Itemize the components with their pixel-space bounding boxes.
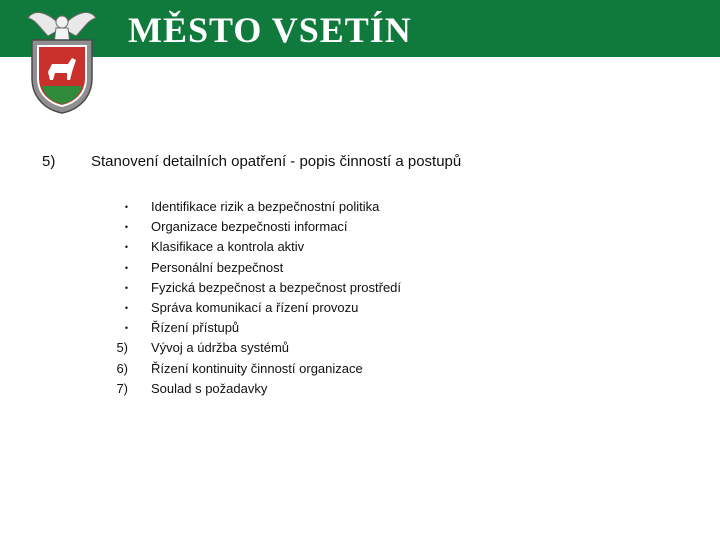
bullet-marker: •	[124, 323, 128, 334]
number-marker: 5)	[116, 340, 128, 356]
list-item-text: Klasifikace a kontrola aktiv	[151, 239, 305, 255]
coat-of-arms-icon	[22, 6, 102, 114]
bullet-marker: •	[124, 242, 128, 253]
section-heading: Stanovení detailních opatření - popis činností a postupů	[91, 153, 462, 170]
list-item-text: Personální bezpečnost	[151, 259, 284, 275]
list-item	[0, 197, 720, 217]
bullet-marker: •	[124, 262, 128, 273]
bullet-marker: •	[124, 222, 128, 233]
bullet-marker: •	[124, 282, 128, 293]
list-item	[0, 258, 720, 278]
list-item-text: Řízení přístupů	[151, 320, 240, 336]
list-item-text: Vývoj a údržba systémů	[151, 340, 290, 356]
list-item-text: Organizace bezpečnosti informací	[151, 219, 348, 235]
list-item	[0, 278, 720, 298]
bullet-marker: •	[124, 302, 128, 313]
list-item-text: Řízení kontinuity činností organizace	[151, 360, 363, 376]
section-number: 5)	[42, 153, 56, 170]
list-item-text: Fyzická bezpečnost a bezpečnost prostředí	[151, 279, 402, 295]
list-item-text: Identifikace rizik a bezpečnostní politika	[151, 199, 380, 214]
list-item	[0, 298, 720, 318]
bullet-marker: •	[124, 202, 128, 212]
list-item	[0, 217, 720, 237]
page-title: MĚSTO VSETÍN	[128, 10, 412, 50]
list-item	[0, 379, 720, 399]
list-item	[0, 359, 720, 379]
number-marker: 7)	[116, 380, 128, 396]
list-item	[0, 318, 720, 338]
number-marker: 6)	[116, 360, 128, 376]
list-item-text: Soulad s požadavky	[151, 380, 268, 396]
list-item	[0, 338, 720, 358]
list-item	[0, 237, 720, 257]
list-item-text: Správa komunikací a řízení provozu	[151, 299, 359, 315]
activity-list	[0, 197, 720, 399]
